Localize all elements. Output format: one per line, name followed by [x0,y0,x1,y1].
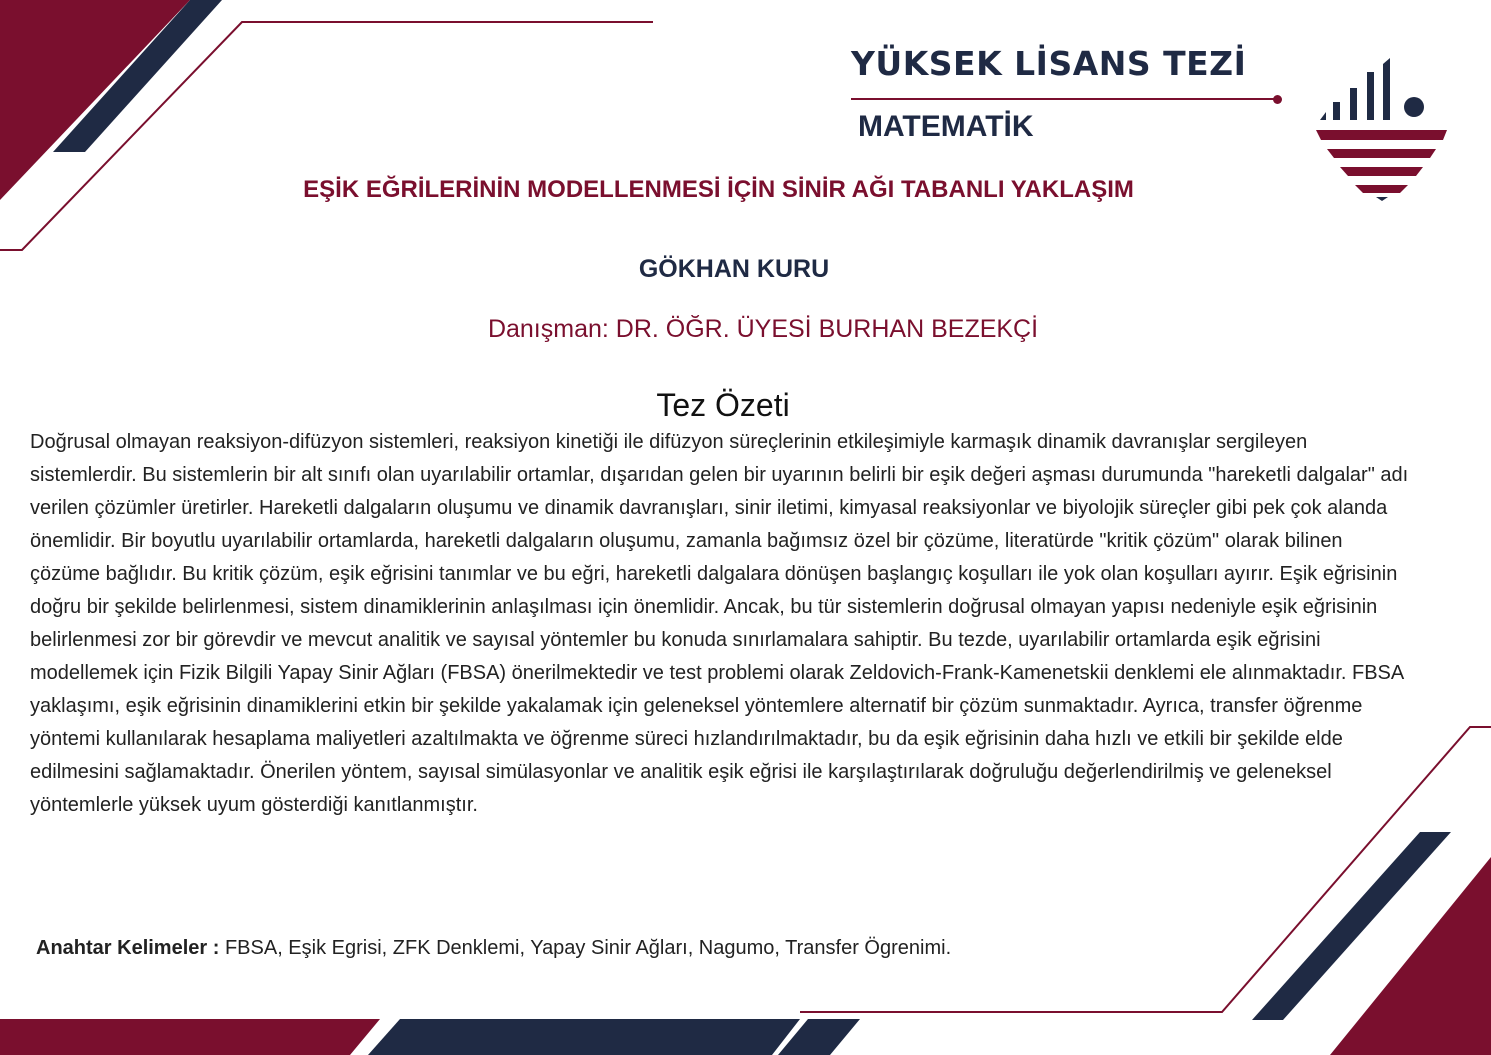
header-divider-dot [1273,95,1282,104]
department-name: MATEMATİK [858,110,1034,143]
abstract-body: Doğrusal olmayan reaksiyon-difüzyon sistemleri, reaksiyon kinetiği ile difüzyon süreçlerinin etkileşimiyle karmaşık dinamik davranışlar sergileyen sistemlerdir. Bu sistemlerin bir alt sınıfı olan uyarılabilir ortamlar, dışarıdan gelen bir uyarının belirli bir eşik değeri aşması durumunda "hareketli dalgalar" adı verilen çözümler üretirler. Hareketli dalgaların oluşumu ve dinamik davranışları, sinir iletimi, kimyasal reaksiyonlar ve biyolojik süreçler gibi pek çok alanda önemlidir. Bir boyutlu uyarılabilir ortamlarda, hareketli dalgaların oluşumu, zamanla bağımsız özel bir çözüme, literatürde "kritik çözüm" olarak bilinen çözüme bağlıdır. Bu kritik çözüm, eşik eğrisini tanımlar ve bu eğri, hareketli dalgalara dönüşen başlangıç koşulları ile yok olan koşulları ayırır. Eşik eğrisinin doğru bir şekilde belirlenmesi, sistem dinamiklerinin anlaşılması için önemlidir. Ancak, bu tür sistemlerin doğrusal olmayan yapısı nedeniyle eşik eğrisinin belirlenmesi zor bir görevdir ve mevcut analitik ve sayısal yöntemler bu konuda sınırlamalara sahiptir. Bu tezde, uyarılabilir ortamlarda eşik eğrisini modellemek için Fizik Bilgili Yapay Sinir Ağları (FBSA) önerilmektedir ve test problemi olarak Zeldovich-Frank-Kamenetskii denklemi ele alınmaktadır. FBSA yaklaşımı, eşik eğrisinin dinamiklerini etkin bir şekilde yakalamak için geleneksel yöntemlere alternatif bir çözüm sunmaktadır. Ayrıca, transfer öğrenme yöntemi kullanılarak hesaplama maliyetleri azaltılmakta ve öğrenme süreci hızlandırılmaktadır, bu da eşik eğrisinin daha hızlı ve etkili bir şekilde elde edilmesini sağlamaktadır. Önerilen yöntem, sayısal simülasyonlar ve analitik eşik eğrisi ile karşılaştırılarak doğruluğu değerlendirilmiş ve geleneksel yöntemlerle yüksek uyum gösterdiği kanıtlanmıştır. [30,431,1409,816]
bottom-navy-stripe-1 [368,1019,800,1055]
keywords-values: FBSA, Eşik Egrisi, ZFK Denklemi, Yapay Sinir Ağları, Nagumo, Transfer Ögrenimi. [224,937,952,959]
header-divider [851,98,1279,100]
advisor-name: Danışman: DR. ÖĞR. ÜYESİ BURHAN BEZEKÇİ [487,315,1039,343]
program-title: YÜKSEK LİSANS TEZİ [851,44,1247,83]
keywords-label: Anahtar Kelimeler : [36,937,225,959]
bottom-crimson-band [0,1019,380,1055]
right-crimson-shape [1330,857,1491,1055]
top-left-crimson-shape [0,0,190,200]
keywords [36,937,951,960]
abstract-heading: Tez Özeti [656,387,790,423]
author-name: GÖKHAN KURU [638,255,830,283]
thesis-title: EŞİK EĞRİLERİNİN MODELLENMESİ İÇİN SİNİR AĞI TABANLI YAKLAŞIM [303,176,1134,203]
